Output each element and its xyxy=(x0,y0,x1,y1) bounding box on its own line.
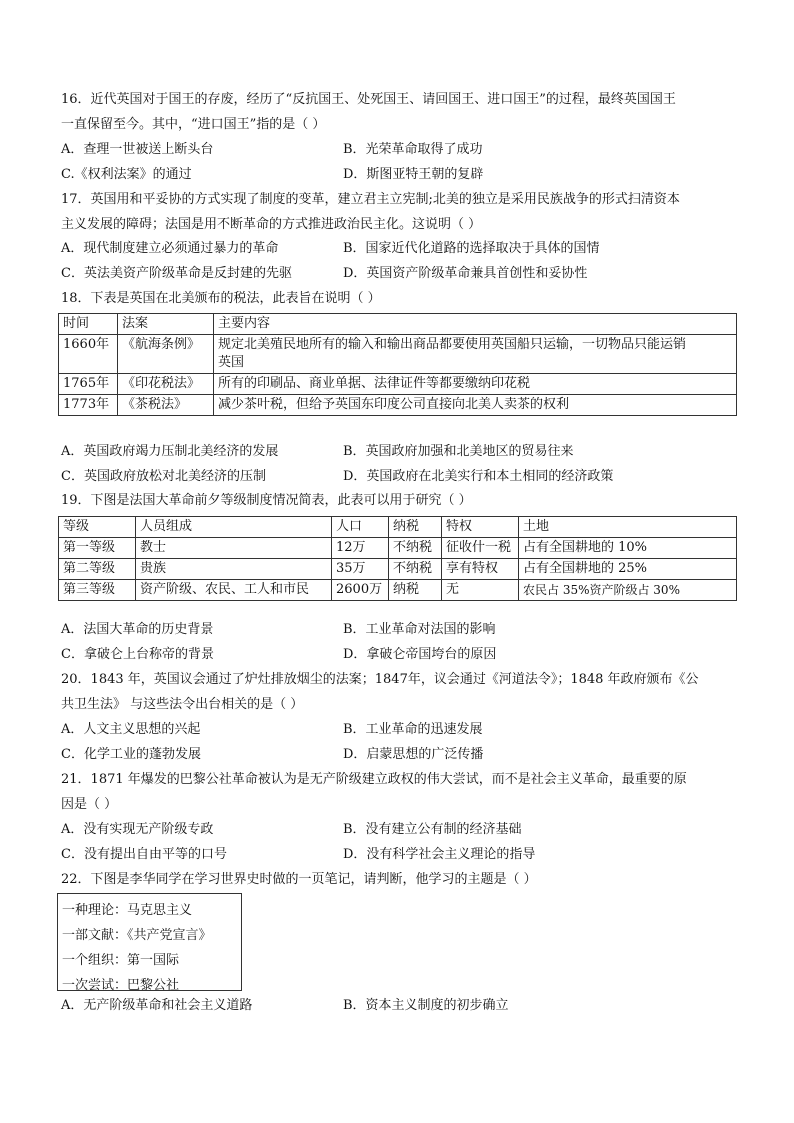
table-cell: 1660年 xyxy=(59,335,118,374)
q18-option-d: D．英国政府在北美实行和本土相同的经济政策 xyxy=(343,469,614,484)
study-notes-box xyxy=(57,893,242,991)
table-cell: 教士 xyxy=(136,538,332,559)
q20-option-c: C．化学工业的蓬勃发展 xyxy=(61,747,201,762)
q22-option-b: B．资本主义制度的初步确立 xyxy=(343,998,509,1013)
note-line: 一部文献：《共产党宣言》 xyxy=(62,928,212,943)
table-header-cell: 纳税 xyxy=(389,517,442,538)
table-cell: 所有的印刷品、商业单据、法律证件等都要缴纳印花税 xyxy=(214,374,737,395)
q20-option-d: D．启蒙思想的广泛传播 xyxy=(343,747,484,762)
q16-option-d: D．斯图亚特王朝的复辟 xyxy=(343,167,484,182)
table-cell xyxy=(214,335,737,374)
q16-option-c: C.《权利法案》的通过 xyxy=(61,167,192,182)
q21-option-a: A．没有实现无产阶级专政 xyxy=(61,822,214,837)
q17-stem-line2: 主义发展的障碍；法国是用不断革命的方式推进政治民主化。这说明（ ） xyxy=(61,217,482,232)
q17-stem-line1: 17．英国用和平妥协的方式实现了制度的变革，建立君主立宪制;北美的独立是采用民族战争的形式扫清资本 xyxy=(61,192,680,207)
q17-option-d: D．英国资产阶级革命兼具首创性和妥协性 xyxy=(343,266,588,281)
table-cell: 1765年 xyxy=(59,374,118,395)
table-row xyxy=(59,395,737,416)
q22-option-a: A．无产阶级革命和社会主义道路 xyxy=(61,998,253,1013)
q21-option-d: D．没有科学社会主义理论的指导 xyxy=(343,847,536,862)
q18-tax-table xyxy=(58,313,737,416)
table-row xyxy=(59,559,737,580)
table-cell: 减少茶叶税，但给予英国东印度公司直接向北美人卖茶的权利 xyxy=(214,395,737,416)
table-cell: 无 xyxy=(442,580,519,601)
table-cell: 第二等级 xyxy=(59,559,136,580)
q18-option-b: B．英国政府加强和北美地区的贸易往来 xyxy=(343,444,574,459)
table-header-cell: 人员组成 xyxy=(136,517,332,538)
table-cell: 第三等级 xyxy=(59,580,136,601)
table-cell-line: 规定北美殖民地所有的输入和输出商品都要使用英国船只运输，一切物品只能运销 xyxy=(218,337,687,352)
q19-option-b: B．工业革命对法国的影响 xyxy=(343,622,496,637)
q21-option-b: B．没有建立公有制的经济基础 xyxy=(343,822,522,837)
table-cell: 占有全国耕地的 10% xyxy=(519,538,737,559)
table-cell: 《航海条例》 xyxy=(118,335,214,374)
q16-stem-line1: 16．近代英国对于国王的存废，经历了“反抗国王、处死国王、请回国王、进口国王”的过程，最终英国国王 xyxy=(61,92,676,107)
q22-stem: 22．下图是李华同学在学习世界史时做的一页笔记，请判断，他学习的主题是（ ） xyxy=(61,872,537,887)
q18-stem: 18．下表是英国在北美颁布的税法，此表旨在说明（ ） xyxy=(61,291,381,306)
table-header-cell: 土地 xyxy=(519,517,737,538)
q20-stem-line2: 共卫生法》 与这些法令出台相关的是（ ） xyxy=(61,697,304,712)
note-line: 一种理论：马克思主义 xyxy=(62,903,193,918)
q19-estates-table xyxy=(58,516,737,601)
table-cell: 35万 xyxy=(332,559,389,580)
q16-stem-line2: 一直保留至今。其中，“进口国王”指的是（ ） xyxy=(61,117,326,132)
q19-option-d: D．拿破仑帝国垮台的原因 xyxy=(343,647,497,662)
table-header-row xyxy=(59,314,737,335)
q20-option-a: A．人文主义思想的兴起 xyxy=(61,722,201,737)
table-cell: 不纳税 xyxy=(389,538,442,559)
table-cell: 不纳税 xyxy=(389,559,442,580)
table-header-cell: 特权 xyxy=(442,517,519,538)
table-header-cell: 主要内容 xyxy=(214,314,737,335)
q20-stem-line1: 20．1843 年，英国议会通过了炉灶排放烟尘的法案；1847年，议会通过《河道法令》；1848 年政府颁布《公 xyxy=(61,672,699,687)
q21-stem-line2: 因是（ ） xyxy=(61,797,118,812)
q20-option-b: B．工业革命的迅速发展 xyxy=(343,722,483,737)
q19-option-a: A．法国大革命的历史背景 xyxy=(61,622,214,637)
table-cell: 农民占 35%资产阶级占 30% xyxy=(519,580,737,601)
table-cell: 12万 xyxy=(332,538,389,559)
table-row xyxy=(59,335,737,374)
q19-stem: 19．下图是法国大革命前夕等级制度情况简表，此表可以用于研究（ ） xyxy=(61,493,472,508)
table-cell: 贵族 xyxy=(136,559,332,580)
table-cell: 第一等级 xyxy=(59,538,136,559)
q19-option-c: C．拿破仑上台称帝的背景 xyxy=(61,647,214,662)
table-cell: 1773年 xyxy=(59,395,118,416)
table-cell: 占有全国耕地的 25% xyxy=(519,559,737,580)
table-cell-line: 英国 xyxy=(218,355,245,370)
q16-option-b: B．光荣革命取得了成功 xyxy=(343,142,483,157)
table-row xyxy=(59,580,737,601)
table-header-cell: 人口 xyxy=(332,517,389,538)
table-cell: 征收什一税 xyxy=(442,538,519,559)
q16-option-a: A．查理一世被送上断头台 xyxy=(61,142,214,157)
table-cell: 2600万 xyxy=(332,580,389,601)
table-header-row xyxy=(59,517,737,538)
q18-option-c: C．英国政府放松对北美经济的压制 xyxy=(61,469,266,484)
table-cell: 《茶税法》 xyxy=(118,395,214,416)
q17-option-a: A．现代制度建立必须通过暴力的革命 xyxy=(61,241,279,256)
table-cell: 资产阶级、农民、工人和市民 xyxy=(136,580,332,601)
table-header-cell: 等级 xyxy=(59,517,136,538)
table-header-cell: 时间 xyxy=(59,314,118,335)
q17-option-b: B．国家近代化道路的选择取决于具体的国情 xyxy=(343,241,600,256)
q21-option-c: C．没有提出自由平等的口号 xyxy=(61,847,227,862)
q17-option-c: C．英法美资产阶级革命是反封建的先驱 xyxy=(61,266,292,281)
note-line: 一个组织：第一国际 xyxy=(62,953,180,968)
note-line: 一次尝试：巴黎公社 xyxy=(62,978,180,993)
table-cell: 《印花税法》 xyxy=(118,374,214,395)
q18-option-a: A．英国政府竭力压制北美经济的发展 xyxy=(61,444,279,459)
table-cell: 享有特权 xyxy=(442,559,519,580)
table-row xyxy=(59,538,737,559)
table-row xyxy=(59,374,737,395)
q21-stem-line1: 21．1871 年爆发的巴黎公社革命被认为是无产阶级建立政权的伟大尝试，而不是社会主义革命，最重要的原 xyxy=(61,772,687,787)
table-header-cell: 法案 xyxy=(118,314,214,335)
table-cell: 纳税 xyxy=(389,580,442,601)
